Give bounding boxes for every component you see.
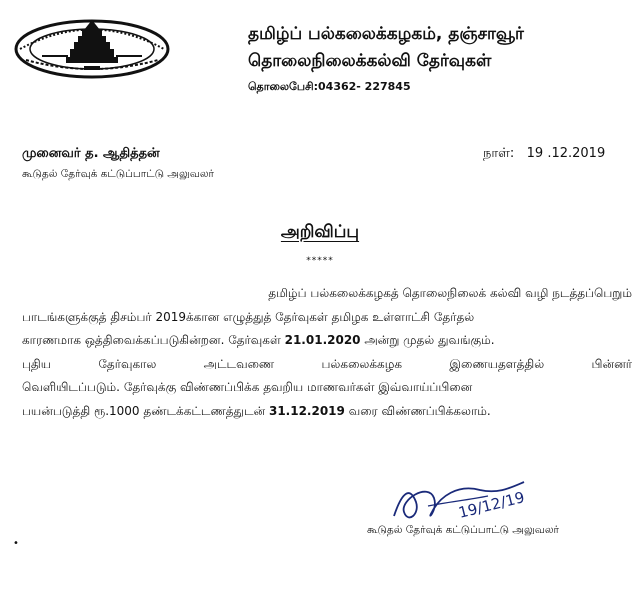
body-text: காரணமாக ஒத்திவைக்கப்படுகின்றன. தேர்வுகள் <box>22 333 285 348</box>
university-emblem-logo <box>12 16 172 82</box>
date-label: நாள்: <box>483 146 515 161</box>
sender-block <box>22 146 214 181</box>
body-line: தமிழ்ப் பல்கலைக்கழகத் தொலைநிலைக் கல்வி வழி நடத்தப்பெறும் <box>268 286 632 300</box>
signature-date-scrawl: 19/12/19 <box>456 488 527 522</box>
body-line <box>22 329 632 353</box>
body-line: பாடங்களுக்குத் திசம்பர் 2019க்கான எழுத்துத் தேர்வுகள் தமிழக உள்ளாட்சி தேர்தல் <box>22 309 475 324</box>
notice-date <box>483 146 605 162</box>
body-text: வரை விண்ணப்பிக்கலாம். <box>344 403 491 418</box>
signatory-title: கூடுதல் தேர்வுக் கட்டுப்பாட்டு அலுவலர் <box>367 524 560 536</box>
body-text: பயன்படுத்தி ரூ.1000 தண்டக்கட்டணத்துடன் <box>22 403 269 418</box>
body-line: வெளியிடப்படும். தேர்வுக்கு விண்ணப்பிக்க தவறிய மாணவர்கள் இவ்வாய்ப்பினை <box>22 380 473 395</box>
body-line <box>22 400 632 424</box>
exam-start-date: 21.01.2020 <box>284 333 361 348</box>
sender-title: கூடுதல் தேர்வுக் கட்டுப்பாட்டு அலுவலர் <box>22 168 215 180</box>
university-name: தமிழ்ப் பல்கலைக்கழகம், தஞ்சாவூர் <box>248 24 524 44</box>
phone-number: தொலைபேசி:04362- 227845 <box>248 80 411 93</box>
department-name: தொலைநிலைக்கல்வி தேர்வுகள் <box>248 51 492 71</box>
notice-body <box>22 282 632 424</box>
application-deadline: 31.12.2019 <box>268 403 345 418</box>
notice-heading <box>0 222 640 244</box>
emblem-icon <box>12 16 172 82</box>
notice-stars: ***** <box>306 256 334 266</box>
body-line: புதிய தேர்வுகால அட்டவணை பல்கலைக்கழக இணையதளத்தில் பின்னர் <box>22 356 632 371</box>
sender-name: முனைவர் த. ஆதித்தன் <box>22 146 160 161</box>
body-text: அன்று முதல் துவங்கும். <box>360 333 495 348</box>
date-value: 19 .12.2019 <box>526 146 606 161</box>
letterhead <box>248 22 628 95</box>
margin-dot: • <box>13 538 19 549</box>
notice-title: அறிவிப்பு <box>280 222 360 242</box>
